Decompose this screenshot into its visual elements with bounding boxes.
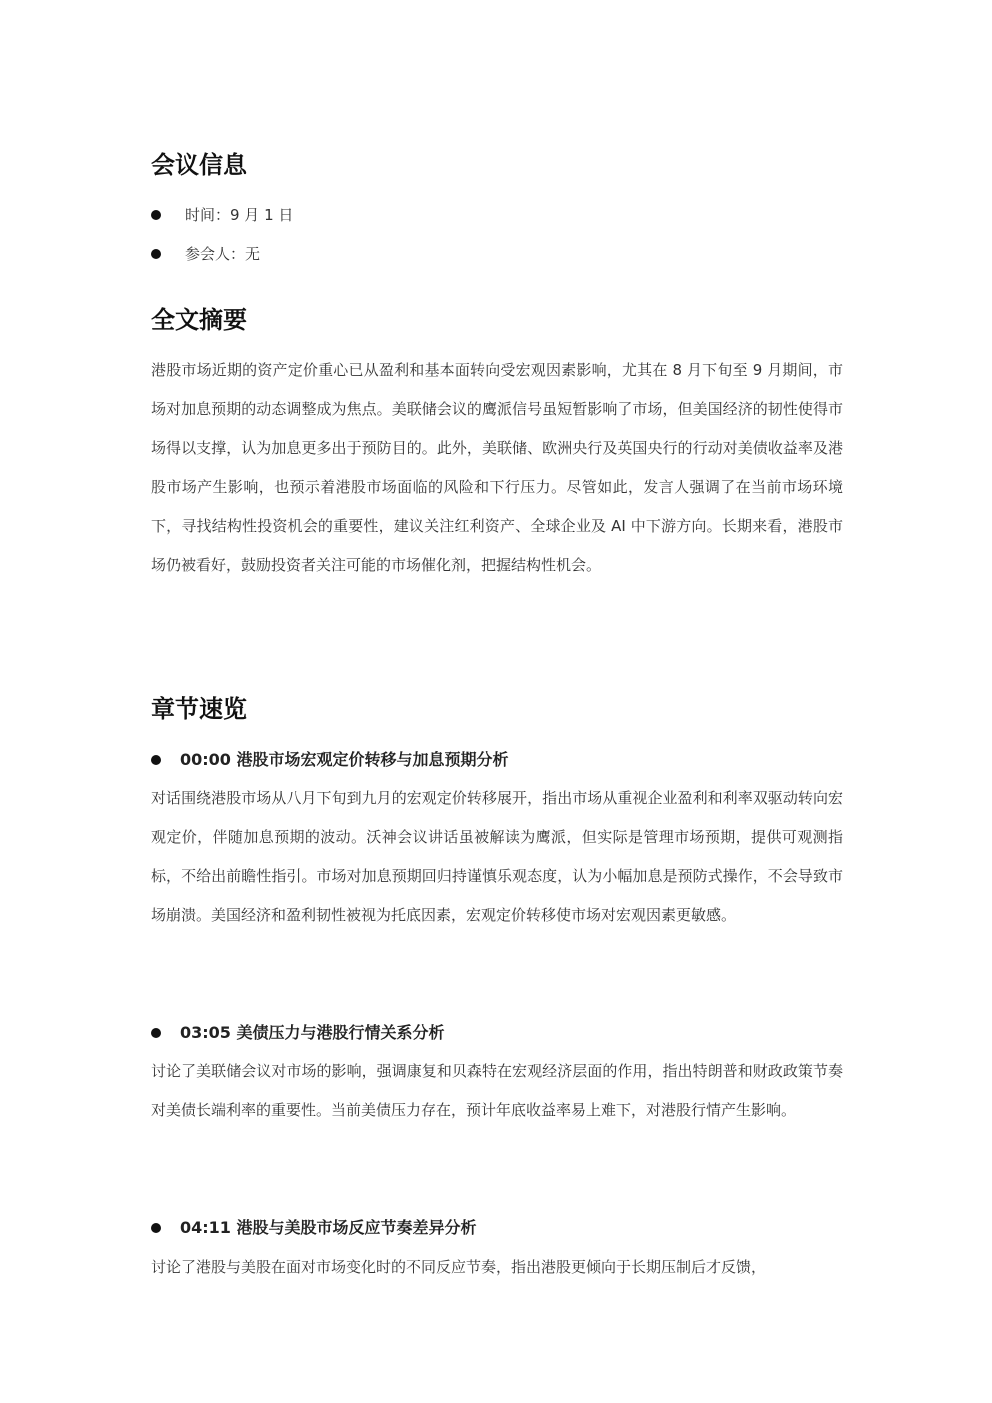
- meeting-time-item: [151, 203, 843, 227]
- bullet-dot-icon: [151, 210, 161, 220]
- meeting-participants-item: [151, 242, 843, 266]
- chapter-paragraph: 讨论了美联储会议对市场的影响，强调康复和贝森特在宏观经济层面的作用，指出特朗普和财政政策节奏对美债长端利率的重要性。当前美债压力存在，预计年底收益率易上难下，对港股行情产生影响。: [151, 1062, 843, 1119]
- meeting-info-heading: 会议信息: [151, 151, 247, 179]
- chapter-paragraph: 对话围绕港股市场从八月下旬到九月的宏观定价转移展开，指出市场从重视企业盈利和利率双驱动转向宏观定价，伴随加息预期的波动。沃神会议讲话虽被解读为鹰派，但实际是管理市场预期，提供可观测指标，不给出前瞻性指引。市场对加息预期回归持谨慎乐观态度，认为小幅加息是预防式操作，不会导致市场崩溃。美国经济和盈利韧性被视为托底因素，宏观定价转移使市场对宏观因素更敏感。: [151, 789, 843, 924]
- meeting-participants-text: 参会人：无: [185, 245, 261, 263]
- chapter-title: 00:00 港股市场宏观定价转移与加息预期分析: [180, 750, 509, 769]
- meeting-time-text: 时间：9 月 1 日: [185, 206, 294, 224]
- chapter-title: 03:05 美债压力与港股行情关系分析: [180, 1023, 445, 1042]
- bullet-dot-icon: [151, 755, 161, 765]
- chapter-item-1: [151, 748, 843, 772]
- chapter-title: 04:11 港股与美股市场反应节奏差异分析: [180, 1218, 477, 1237]
- summary-heading: 全文摘要: [151, 306, 247, 334]
- chapters-heading: 章节速览: [151, 695, 247, 723]
- bullet-dot-icon: [151, 1223, 161, 1233]
- bullet-dot-icon: [151, 249, 161, 259]
- chapter-item-2: [151, 1021, 843, 1045]
- bullet-dot-icon: [151, 1028, 161, 1038]
- summary-paragraph: 港股市场近期的资产定价重心已从盈利和基本面转向受宏观因素影响，尤其在 8 月下旬至 9 月期间，市场对加息预期的动态调整成为焦点。美联储会议的鹰派信号虽短暂影响了市场，但美国经济的韧性使得市场得以支撑，认为加息更多出于预防目的。此外，美联储、欧洲央行及英国央行的行动对美债收益率及港股市场产生影响，也预示着港股市场面临的风险和下行压力。尽管如此，发言人强调了在当前市场环境下，寻找结构性投资机会的重要性，建议关注红利资产、全球企业及 AI 中下游方向。长期来看，港股市场仍被看好，鼓励投资者关注可能的市场催化剂，把握结构性机会。: [151, 361, 843, 574]
- chapter-item-3: [151, 1216, 843, 1240]
- chapter-paragraph: 讨论了港股与美股在面对市场变化时的不同反应节奏，指出港股更倾向于长期压制后才反馈，: [151, 1258, 767, 1276]
